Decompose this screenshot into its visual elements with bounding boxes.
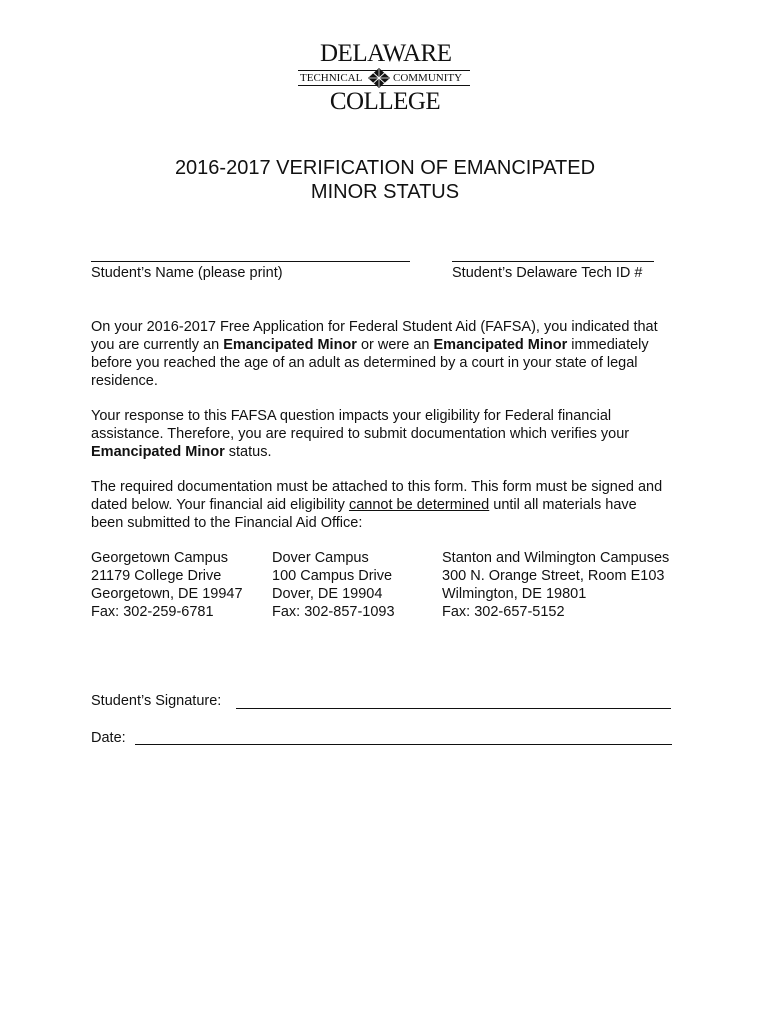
title-line-2: MINOR STATUS [310, 181, 460, 203]
student-id-line[interactable] [452, 261, 654, 262]
campus-city: Georgetown, DE 19947 [91, 586, 243, 602]
campus-address-georgetown [91, 549, 243, 621]
campus-city: Wilmington, DE 19801 [442, 586, 587, 602]
document-title [90, 156, 680, 204]
campus-address-dover [272, 549, 395, 621]
title-line-1: 2016-2017 VERIFICATION OF EMANCIPATED [174, 157, 596, 179]
date-line[interactable] [135, 744, 672, 745]
logo-top-text: DELAWARE [320, 40, 452, 67]
signature-label: Student’s Signature: [91, 693, 222, 709]
emphasis-emancipated-minor: Emancipated Minor [433, 337, 568, 353]
campus-address-wilmington [442, 549, 669, 621]
student-name-label: Student’s Name (please print) [91, 265, 283, 281]
paragraph-eligibility-impact: Your response to this FAFSA question impacts your eligibility for Federal financial assistance. Therefore, you are required to submit documentation which verifies your Emancipated Minor status. [91, 408, 630, 460]
campus-fax: Fax: 302-259-6781 [91, 604, 214, 620]
emphasis-emancipated-minor: Emancipated Minor [223, 337, 357, 353]
student-id-label: Student’s Delaware Tech ID # [452, 265, 643, 281]
underlined-cannot-be-determined: cannot be determined [348, 497, 490, 513]
logo-right-text: COMMUNITY [393, 72, 463, 84]
logo-left-text: TECHNICAL [300, 72, 363, 84]
campus-street: 100 Campus Drive [272, 568, 393, 584]
logo-middle-band [296, 68, 472, 88]
campus-street: 21179 College Drive [91, 568, 222, 584]
campus-name: Georgetown Campus [91, 550, 229, 566]
campus-name: Stanton and Wilmington Campuses [442, 550, 670, 566]
date-label: Date: [91, 730, 126, 746]
signature-line[interactable] [236, 708, 671, 709]
paragraph-fafsa-indication: On your 2016-2017 Free Application for Federal Student Aid (FAFSA), you indicated that you are currently an Emancipated Minor or were an Emancipated Minor immediately before you reached the age of an adult as determined by a court in your state of legal residence. [91, 319, 658, 389]
student-name-line[interactable] [91, 261, 410, 262]
campus-city: Dover, DE 19904 [272, 586, 383, 602]
paragraph-documentation-required: The required documentation must be attached to this form. This form must be signed and dated below. Your financial aid eligibility cannot be determined until all materials have been submitted to the Financial Aid Office: [91, 479, 663, 531]
campus-street: 300 N. Orange Street, Room E103 [442, 568, 665, 584]
campus-name: Dover Campus [272, 550, 369, 566]
college-logo [296, 40, 476, 116]
emphasis-emancipated-minor: Emancipated Minor [91, 444, 225, 460]
diamond-grid-icon [368, 68, 390, 88]
logo-bottom-text: COLLEGE [329, 88, 441, 115]
campus-fax: Fax: 302-657-5152 [442, 604, 565, 620]
campus-fax: Fax: 302-857-1093 [272, 604, 395, 620]
